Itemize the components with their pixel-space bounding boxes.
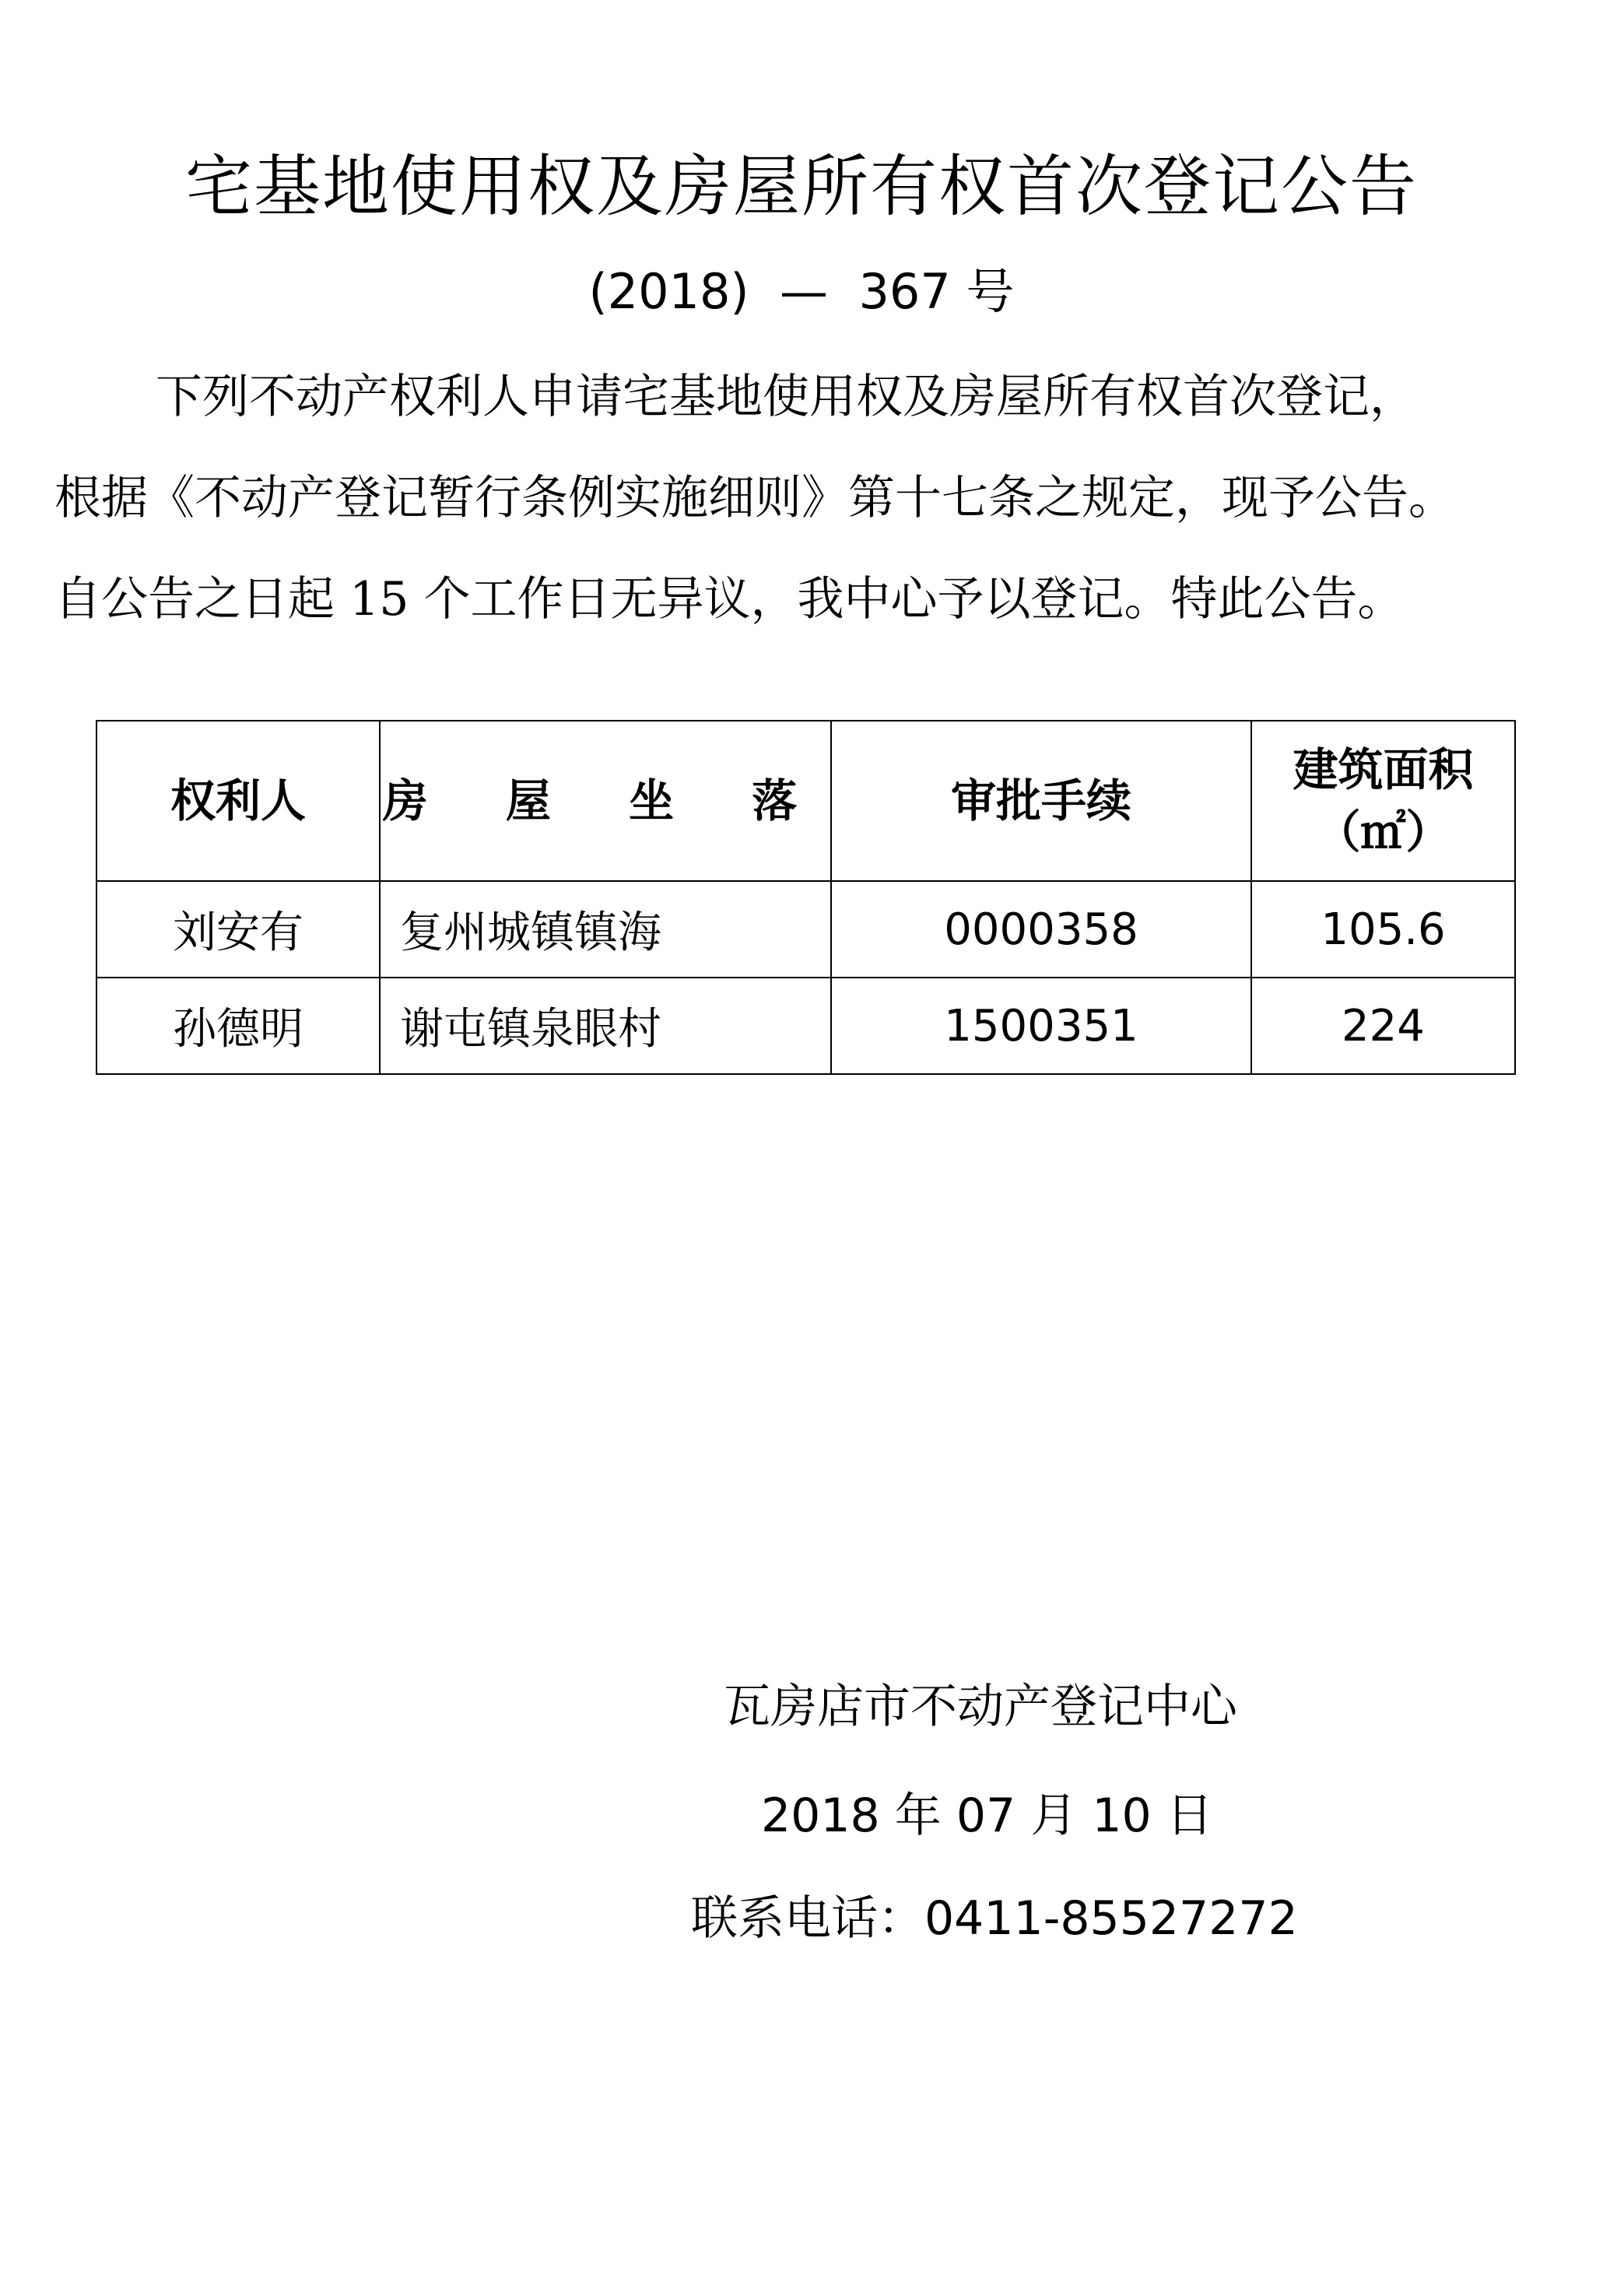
body-line-2: 根据《不动产登记暂行条例实施细则》第十七条之规定，现予公告。: [54, 471, 1455, 525]
body-line-1: 下列不动产权利人申请宅基地使用权及房屋所有权首次登记，: [156, 370, 1416, 424]
cell-location: 复州城镇镇海: [380, 881, 831, 978]
table-row: [96, 978, 1515, 1074]
table-header-row: [96, 721, 1515, 881]
cell-approval: 0000358: [831, 881, 1251, 978]
doc-number: 367: [858, 263, 951, 320]
doc-number-suffix: 号: [966, 263, 1015, 320]
header-area-label: 建筑面积: [1293, 743, 1474, 796]
doc-dash: —: [780, 263, 829, 320]
table-row: [96, 881, 1515, 978]
issuing-organization: 瓦房店市不动产登记中心: [724, 1680, 1237, 1734]
header-area: [1251, 721, 1515, 881]
contact-phone: [691, 1883, 1298, 1954]
registration-table: [96, 720, 1516, 1075]
header-approval: 审批手续: [831, 721, 1251, 881]
phone-label: 联系电话：: [691, 1891, 924, 1946]
issue-date: 2018 年 07 月 10 日: [761, 1789, 1213, 1843]
page-title: 宅基地使用权及房屋所有权首次登记公告: [185, 148, 1418, 226]
document-number: [0, 257, 1603, 327]
doc-year: (2018): [588, 263, 749, 320]
cell-approval: 1500351: [831, 978, 1251, 1074]
header-owner: 权利人: [96, 721, 380, 881]
cell-area: 105.6: [1251, 881, 1515, 978]
header-location: 房 屋 坐 落: [380, 721, 831, 881]
cell-area: 224: [1251, 978, 1515, 1074]
cell-owner: 刘安有: [96, 881, 380, 978]
header-area-unit: （㎡）: [1315, 806, 1451, 858]
cell-owner: 孙德明: [96, 978, 380, 1074]
phone-number: 0411-85527272: [924, 1891, 1298, 1946]
body-line-3: 自公告之日起 15 个工作日无异议，我中心予以登记。特此公告。: [54, 572, 1405, 627]
cell-location: 谢屯镇泉眼村: [380, 978, 831, 1074]
